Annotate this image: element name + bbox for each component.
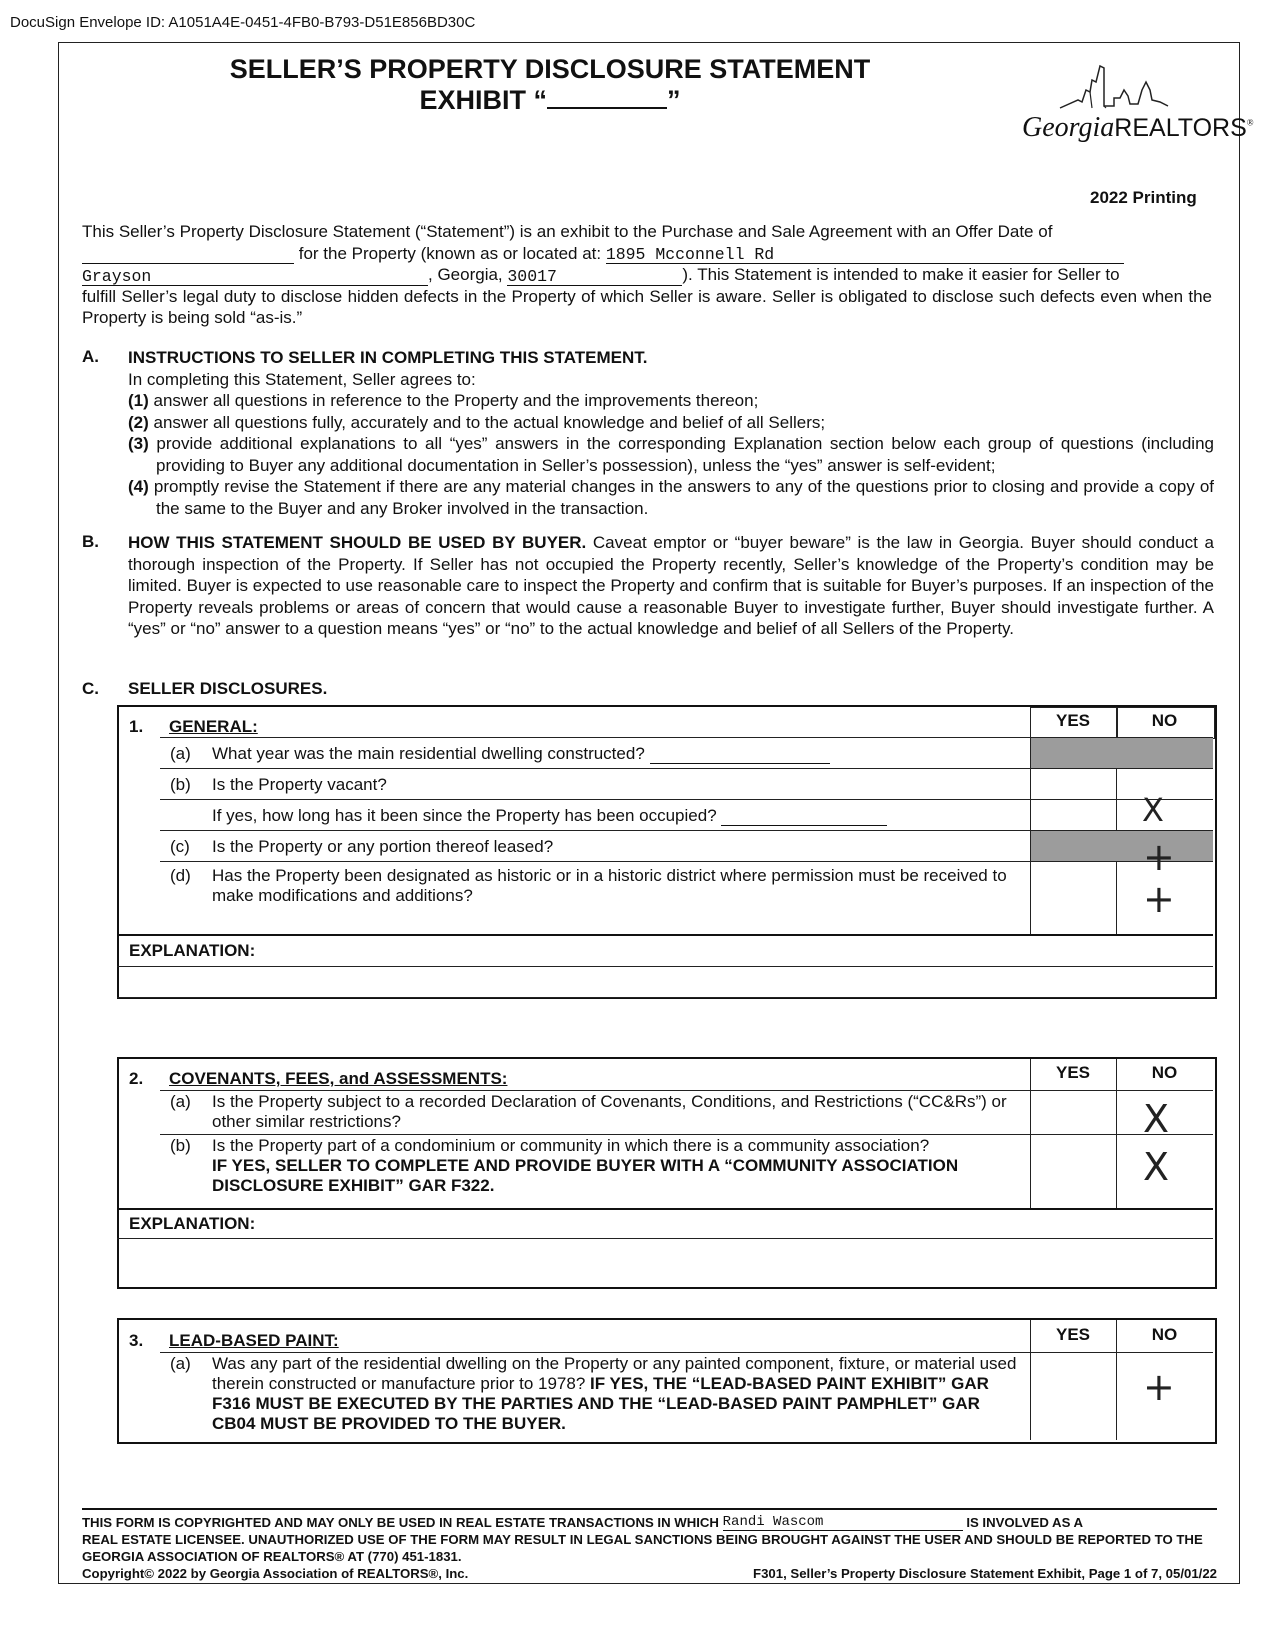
envelope-id: DocuSign Envelope ID: A1051A4E-0451-4FB0-B793-D51E856BD30C xyxy=(10,14,476,31)
q1-explanation-line[interactable] xyxy=(117,966,1213,967)
vacancy-duration-field[interactable] xyxy=(721,806,887,826)
q1-explanation-line[interactable] xyxy=(117,997,1213,998)
row-divider xyxy=(160,1090,1213,1091)
intro-line-2: for the Property (known as or located at: 1895 Mcconnell Rd xyxy=(82,243,1212,265)
list-item: (2) answer all questions fully, accurately and to the actual knowledge and belief of all Sellers; xyxy=(128,412,826,432)
section-a-letter: A. xyxy=(82,347,99,366)
q3a-label: (a) xyxy=(170,1354,191,1373)
row-divider xyxy=(160,861,1213,862)
section-c-heading: SELLER DISCLOSURES. xyxy=(128,679,328,698)
q3-no-header: NO xyxy=(1151,1325,1178,1344)
q1-title: GENERAL: xyxy=(169,717,258,736)
q1c-no-check[interactable]: + xyxy=(1143,835,1175,879)
q3-title: LEAD-BASED PAINT: xyxy=(169,1331,339,1350)
footer-line-3 xyxy=(82,1565,1217,1582)
q1c-text: Is the Property or any portion thereof leased? xyxy=(212,837,554,856)
offer-date-blank[interactable] xyxy=(82,244,294,264)
intro-line-4: fulfill Seller’s legal duty to disclose hidden defects in the Property of which Seller is aware. Seller is obligated to disclose such defects even when the Property is being sold “as-is.” xyxy=(82,286,1212,327)
q2-title: COVENANTS, FEES, and ASSESSMENTS: xyxy=(169,1069,508,1088)
intro-line-1: This Seller’s Property Disclosure Statement (“Statement”) is an exhibit to the Purchase and Sale Agreement with an Offer Date of xyxy=(82,222,1053,241)
q1b-sub-shaded-cell xyxy=(1031,831,1213,861)
copyright: Copyright© 2022 by Georgia Association of REALTORS®, Inc. xyxy=(82,1566,469,1581)
q2b-text: Is the Property part of a condominium or community in which there is a community association? IF YES, SELLER TO COMPLETE AND PROVIDE BUYER WITH A “COMMUNITY ASSOCIATION DISCLOSURE EXHIBIT” GAR F322. xyxy=(212,1136,959,1195)
footer-divider xyxy=(82,1508,1217,1510)
section-b-heading: HOW THIS STATEMENT SHOULD BE USED BY BUYER. xyxy=(128,533,587,552)
q2a-text: Is the Property subject to a recorded Declaration of Covenants, Conditions, and Restrictions (“CC&Rs”) or other similar restrictions? xyxy=(212,1092,1007,1131)
page-title xyxy=(0,54,1100,116)
section-c-letter: C. xyxy=(82,679,99,698)
q2-number: 2. xyxy=(129,1069,144,1088)
list-item: (4) promptly revise the Statement if there are any material changes in the answers to any of the questions prior to closing and provide a copy of the same to the Buyer and any Broker involved in the transaction. xyxy=(128,477,1215,518)
q1a-label: (a) xyxy=(170,744,191,763)
row-divider xyxy=(160,768,1213,769)
q1-explanation-label: EXPLANATION: xyxy=(129,941,256,960)
zip-field[interactable]: 30017 xyxy=(507,266,682,286)
address-field[interactable]: 1895 Mcconnell Rd xyxy=(606,244,1124,264)
q1c-label: (c) xyxy=(170,837,190,856)
q2a-no-check[interactable]: X xyxy=(1143,1097,1170,1141)
licensee-field[interactable]: Randi Wascom xyxy=(723,1514,963,1531)
section-b-text: Caveat emptor or “buyer beware” is the law in Georgia. Buyer should conduct a thorough inspection of the Property. If Seller has not occupied the Property recently, Seller’s knowledge of the Property’s condition may be limited. Buyer is expected to use reasonable care to inspect the Property and confirm that is suitable for Buyer’s purposes. If an inspection of the Property reveals problems or areas of concern that would cause a reasonable Buyer to investigate further, Buyer should investigate further. A “yes” or “no” answer to a question means “yes” or “no” to the actual knowledge and belief of all Sellers of the Property. xyxy=(128,533,1214,638)
title-line-2: EXHIBIT “ ” xyxy=(419,85,681,115)
q1d-label: (d) xyxy=(170,866,191,885)
col-divider xyxy=(1030,1320,1031,1440)
q2b-no-check[interactable]: X xyxy=(1143,1145,1170,1189)
row-divider xyxy=(160,1352,1213,1353)
year-built-field[interactable] xyxy=(650,744,830,764)
q3-yes-header: YES xyxy=(1055,1325,1091,1344)
q1d-no-check[interactable]: + xyxy=(1143,877,1175,921)
georgia-realtors-logo: GeorgiaREALTORS® xyxy=(1022,112,1254,143)
q1b-text: Is the Property vacant? xyxy=(212,775,387,794)
q1-number: 1. xyxy=(129,717,144,736)
q1b-sub-text: If yes, how long has it been since the Property has been occupied? xyxy=(212,806,887,826)
q2-yes-header: YES xyxy=(1055,1063,1091,1082)
section-a-heading: INSTRUCTIONS TO SELLER IN COMPLETING THIS STATEMENT. xyxy=(128,348,648,367)
q1d-text: Has the Property been designated as historic or in a historic district where permission must be received to make modifications and additions? xyxy=(212,866,1007,905)
q1-no-header: NO xyxy=(1151,711,1178,730)
section-a-lead: In completing this Statement, Seller agrees to: xyxy=(128,369,476,389)
q2-explanation-line[interactable] xyxy=(117,1238,1213,1239)
section-a xyxy=(128,347,1214,519)
list-item: (3) provide additional explanations to all “yes” answers in the corresponding Explanation section below each group of questions (including providing to Buyer any additional documentation in Seller’s possession), unless the “yes” answer is self-evident; xyxy=(128,434,1214,475)
q2-no-header: NO xyxy=(1151,1063,1178,1082)
footer-line-1: THIS FORM IS COPYRIGHTED AND MAY ONLY BE USED IN REAL ESTATE TRANSACTIONS IN WHICH Randi Wascom IS INVOLVED AS A xyxy=(82,1514,1084,1530)
section-b xyxy=(128,532,1214,640)
q1a-text: What year was the main residential dwelling constructed? xyxy=(212,744,830,764)
q3a-no-check[interactable]: + xyxy=(1143,1365,1175,1409)
q1b-label: (b) xyxy=(170,775,191,794)
list-item: (1) answer all questions in reference to the Property and the improvements thereon; xyxy=(128,391,759,410)
intro-line-3: Grayson , Georgia, 30017 ). This Statement is intended to make it easier for Seller to xyxy=(82,265,1120,286)
col-divider xyxy=(1116,1320,1117,1440)
title-line-1: SELLER’S PROPERTY DISCLOSURE STATEMENT xyxy=(229,54,871,84)
explanation-divider xyxy=(117,1208,1213,1210)
q1b-no-check[interactable]: X xyxy=(1142,791,1164,829)
printing-year: 2022 Printing xyxy=(1090,188,1197,207)
q2a-label: (a) xyxy=(170,1092,191,1111)
explanation-divider xyxy=(117,934,1213,936)
q1a-shaded-cell xyxy=(1031,738,1213,768)
q3-number: 3. xyxy=(129,1331,144,1350)
form-id: F301, Seller’s Property Disclosure Statement Exhibit, Page 1 of 7, 05/01/22 xyxy=(753,1566,1217,1581)
city-field[interactable]: Grayson xyxy=(82,266,428,286)
row-divider xyxy=(160,799,1213,800)
exhibit-blank[interactable] xyxy=(547,85,667,109)
section-b-letter: B. xyxy=(82,532,99,551)
footer-line-2: REAL ESTATE LICENSEE. UNAUTHORIZED USE OF THE FORM MAY RESULT IN LEGAL SANCTIONS BEING BROUGHT AGAINST THE USER AND SHOULD BE REPORTED TO THE GEORGIA ASSOCIATION OF REALTORS® AT (770) 451-1831. xyxy=(82,1532,1203,1564)
q1-yes-header: YES xyxy=(1055,711,1091,730)
q3a-text: Was any part of the residential dwelling on the Property or any painted component, fixture, or material used therein constructed or manufacture prior to 1978? IF YES, THE “LEAD-BASED PAINT EXHIBIT” GAR F316 MUST BE EXECUTED BY THE PARTIES AND THE “LEAD-BASED PAINT PAMPHLET” GAR CB04 MUST BE PROVIDED TO THE BUYER. xyxy=(212,1354,1017,1433)
q2-explanation-label: EXPLANATION: xyxy=(129,1214,256,1233)
footer xyxy=(82,1514,1217,1582)
q2b-label: (b) xyxy=(170,1136,191,1155)
intro-paragraph xyxy=(82,221,1212,329)
row-divider xyxy=(160,1134,1213,1135)
